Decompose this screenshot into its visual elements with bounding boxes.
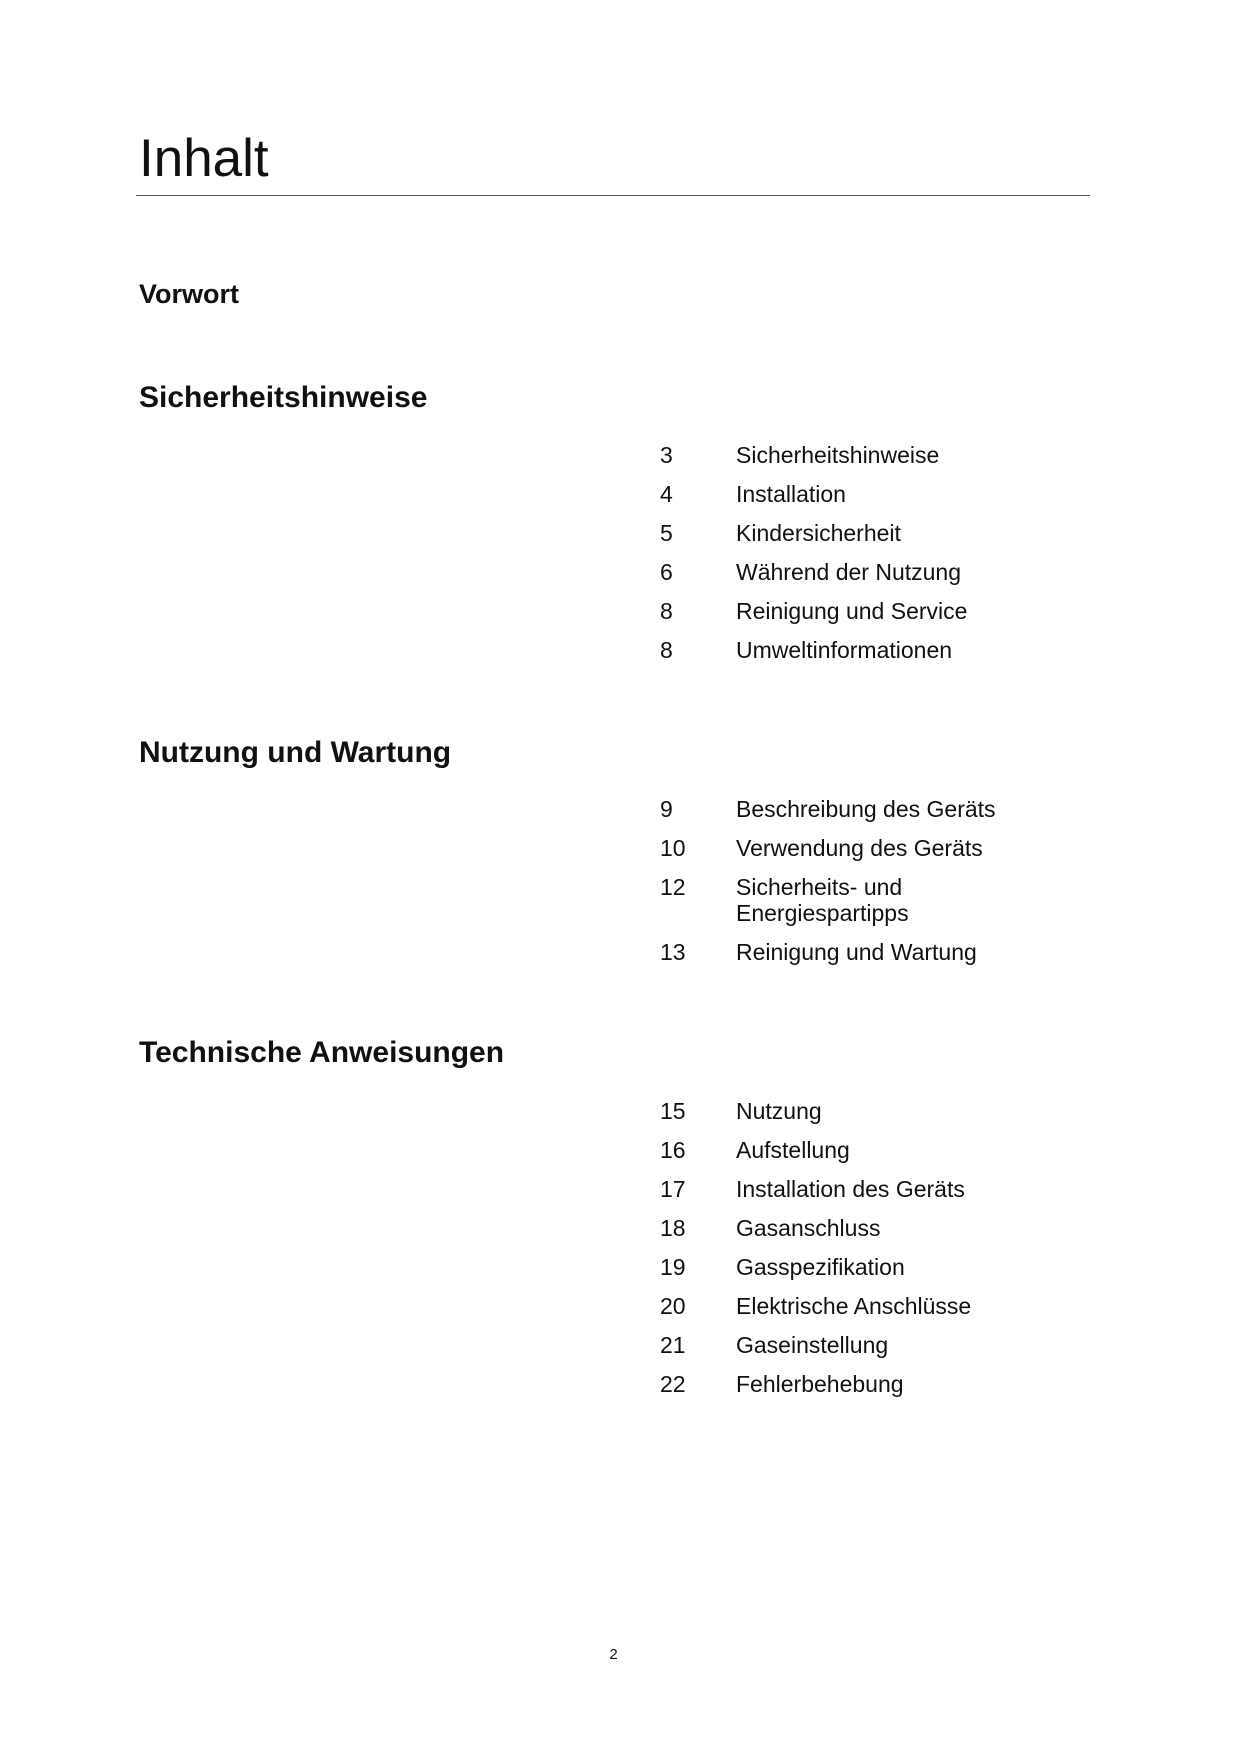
- toc-page-number: 17: [660, 1176, 686, 1202]
- toc-page-number: 6: [660, 559, 673, 585]
- toc-entry[interactable]: [660, 835, 1080, 861]
- toc-page-number: 18: [660, 1215, 686, 1241]
- toc-page-number: 22: [660, 1371, 686, 1397]
- toc-entry-title: Installation: [736, 481, 846, 507]
- toc-page-number: 20: [660, 1293, 686, 1319]
- toc-entry-title: Beschreibung des Geräts: [736, 796, 996, 822]
- toc-entry-title: Sicherheits- und Energiespartipps: [736, 874, 909, 926]
- toc-entry-title: Elektrische Anschlüsse: [736, 1293, 972, 1319]
- toc-page-number: 16: [660, 1137, 686, 1163]
- section-heading-technische-anweisungen[interactable]: Technische Anweisungen: [139, 1036, 505, 1069]
- toc-entry-title: Gasspezifikation: [736, 1254, 905, 1280]
- toc-entry[interactable]: [660, 1098, 1080, 1124]
- toc-entry[interactable]: [660, 637, 1080, 663]
- toc-entry[interactable]: [660, 1137, 1080, 1163]
- toc-page-number: 3: [660, 442, 673, 468]
- toc-page-number: 12: [660, 874, 686, 900]
- toc-entry-title: Während der Nutzung: [736, 559, 962, 585]
- toc-entry[interactable]: [660, 1293, 1080, 1319]
- toc-page-number: 4: [660, 481, 673, 507]
- toc-page-number: 21: [660, 1332, 686, 1358]
- toc-entry-title: Fehlerbehebung: [736, 1371, 904, 1397]
- toc-page-number: 8: [660, 637, 673, 663]
- toc-entry[interactable]: [660, 1215, 1080, 1241]
- page-title: Inhalt: [139, 129, 269, 188]
- toc-entry[interactable]: [660, 1332, 1080, 1358]
- toc-entry[interactable]: [660, 1254, 1080, 1280]
- toc-entry[interactable]: [660, 1371, 1080, 1397]
- toc-page-number: 15: [660, 1098, 686, 1124]
- toc-entry[interactable]: [660, 874, 1080, 926]
- toc-list-nutzung-und-wartung: [660, 796, 1080, 978]
- toc-page-number: 10: [660, 835, 686, 861]
- toc-list-technische-anweisungen: [660, 1098, 1080, 1410]
- toc-entry[interactable]: [660, 796, 1080, 822]
- toc-entry-title: Aufstellung: [736, 1137, 850, 1163]
- toc-entry-title: Sicherheitshinweise: [736, 442, 940, 468]
- section-heading-sicherheitshinweise[interactable]: Sicherheitshinweise: [139, 381, 428, 414]
- toc-page-number: 9: [660, 796, 673, 822]
- section-heading-nutzung-und-wartung[interactable]: Nutzung und Wartung: [139, 736, 452, 769]
- page-number: 2: [609, 1646, 618, 1663]
- toc-page-number: 19: [660, 1254, 686, 1280]
- toc-entry[interactable]: [660, 520, 1080, 546]
- toc-entry-title: Verwendung des Geräts: [736, 835, 983, 861]
- toc-list-sicherheitshinweise: [660, 442, 1080, 676]
- toc-entry[interactable]: [660, 939, 1080, 965]
- toc-entry-title: Installation des Geräts: [736, 1176, 965, 1202]
- toc-entry-title: Gaseinstellung: [736, 1332, 889, 1358]
- toc-page-number: 13: [660, 939, 686, 965]
- toc-entry[interactable]: [660, 481, 1080, 507]
- toc-entry[interactable]: [660, 559, 1080, 585]
- section-heading-vorwort[interactable]: Vorwort: [139, 279, 239, 309]
- toc-entry-title: Gasanschluss: [736, 1215, 881, 1241]
- title-divider: [136, 195, 1090, 196]
- toc-entry[interactable]: [660, 1176, 1080, 1202]
- toc-entry[interactable]: [660, 442, 1080, 468]
- toc-page-number: 8: [660, 598, 673, 624]
- toc-entry[interactable]: [660, 598, 1080, 624]
- toc-entry-title: Reinigung und Wartung: [736, 939, 977, 965]
- toc-entry-title: Nutzung: [736, 1098, 822, 1124]
- toc-entry-title: Kindersicherheit: [736, 520, 901, 546]
- toc-entry-title: Umweltinformationen: [736, 637, 953, 663]
- toc-page-number: 5: [660, 520, 673, 546]
- toc-entry-title: Reinigung und Service: [736, 598, 968, 624]
